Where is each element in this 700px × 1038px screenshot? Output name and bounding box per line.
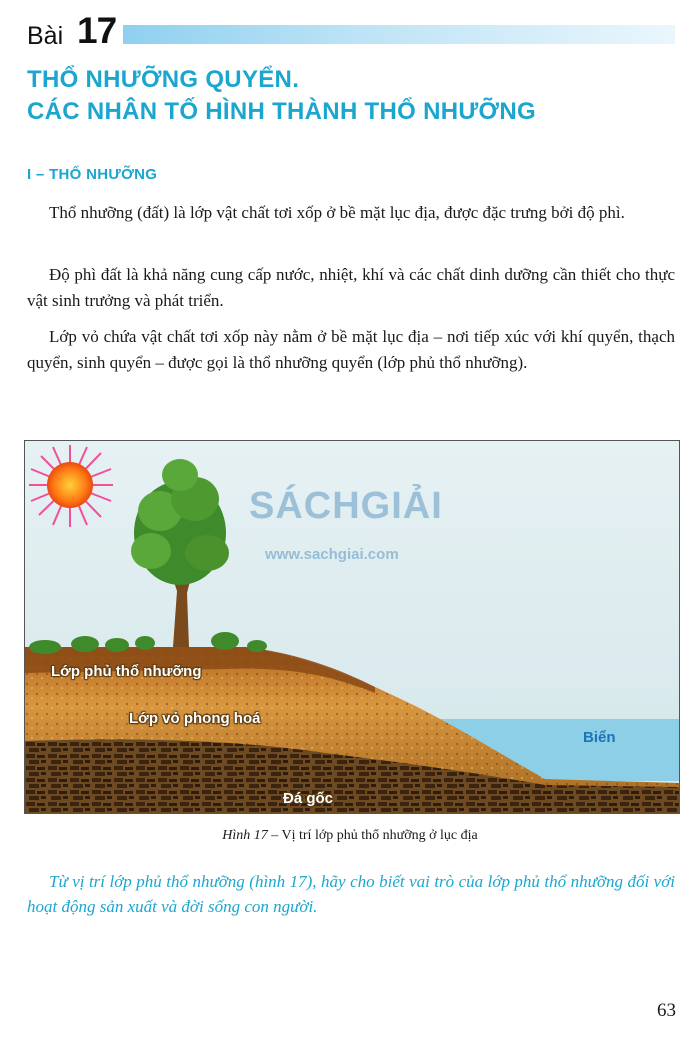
lesson-header-bar xyxy=(123,25,675,44)
lesson-title xyxy=(27,64,536,128)
label-bedrock: Đá gốc xyxy=(283,790,334,807)
question-prompt: Từ vị trí lớp phủ thổ nhưỡng (hình 17), hãy cho biết vai trò của lớp phủ thổ nhưỡng đối với hoạt động sản xuất và đời sống con người. xyxy=(27,872,675,916)
lesson-title-line2: CÁC NHÂN TỐ HÌNH THÀNH THỔ NHƯỠNG xyxy=(27,98,536,125)
figure-caption xyxy=(0,828,700,844)
label-sea: Biển xyxy=(583,729,616,746)
figure-caption-number: Hình 17 xyxy=(222,828,268,843)
lesson-header xyxy=(27,8,677,51)
soil-diagram-figure xyxy=(24,440,680,814)
watermark-url: www.sachgiai.com xyxy=(265,546,399,563)
label-weathering-layer: Lớp vỏ phong hoá xyxy=(129,710,261,727)
label-soil-cover: Lớp phủ thổ nhưỡng xyxy=(51,663,202,680)
page-number: 63 xyxy=(657,1000,676,1021)
paragraph-1: Thổ nhưỡng (đất) là lớp vật chất tơi xốp ở bề mặt lục địa, được đặc trưng bởi độ phì. xyxy=(49,203,625,222)
lesson-number: 17 xyxy=(77,10,117,51)
watermark-brand: SÁCHGIẢI xyxy=(249,485,443,527)
lesson-word: Bài xyxy=(27,22,64,50)
section-heading: I – THỔ NHƯỠNG xyxy=(27,166,158,183)
lesson-title-line1: THỔ NHƯỠNG QUYỂN. xyxy=(27,66,300,93)
paragraph-3: Lớp vỏ chứa vật chất tơi xốp này nằm ở bề mặt lục địa – nơi tiếp xúc với khí quyển, thạch quyển, sinh quyển – được gọi là thổ nhưỡng quyển (lớp phủ thổ nhưỡng). xyxy=(27,327,675,372)
paragraph-2: Độ phì đất là khả năng cung cấp nước, nhiệt, khí và các chất dinh dưỡng cần thiết cho thực vật sinh trưởng và phát triển. xyxy=(27,265,675,310)
figure-caption-text: – Vị trí lớp phủ thổ nhưỡng ở lục địa xyxy=(267,828,478,843)
